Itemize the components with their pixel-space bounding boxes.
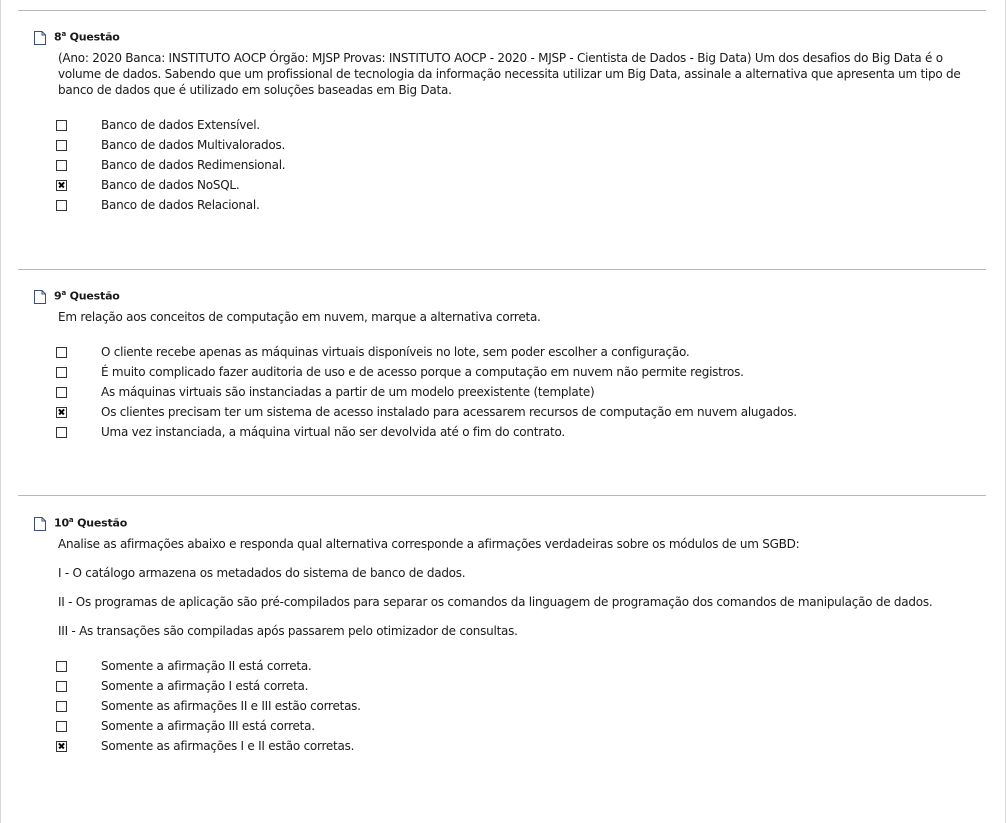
page-border-left [0,0,1,823]
question-header [34,288,964,304]
options-list [56,342,964,442]
question-title: 10$^a$ Questão [54,516,128,530]
option-item[interactable] [56,115,964,135]
option-item[interactable] [56,175,964,195]
option-label: Somente a afirmação II está correta. [101,659,312,673]
option-item[interactable] [56,155,964,175]
checkbox[interactable] [56,661,67,672]
checkbox[interactable] [56,160,67,171]
option-item[interactable] [56,362,964,382]
document-icon [34,289,46,303]
option-label: Banco de dados NoSQL. [101,178,240,192]
option-label: Banco de dados Multivalorados. [101,138,286,152]
option-item[interactable] [56,135,964,155]
options-list [56,656,964,756]
section-divider [18,495,986,496]
checkbox-checked[interactable] [56,180,67,191]
option-label: Somente a afirmação I está correta. [101,679,309,693]
option-label: Somente a afirmação III está correta. [101,719,315,733]
option-item[interactable] [56,342,964,362]
option-label: Banco de dados Redimensional. [101,158,286,172]
option-item[interactable] [56,422,964,442]
document-icon [34,516,46,530]
option-item[interactable] [56,382,964,402]
question-header [34,29,964,45]
option-item[interactable] [56,736,964,756]
question-title: 9$^a$ Questão [54,289,120,303]
option-item[interactable] [56,676,964,696]
checkbox[interactable] [56,200,67,211]
option-label: Os clientes precisam ter um sistema de acesso instalado para acessarem recursos de computação em nuvem alugados. [101,405,797,419]
checkbox[interactable] [56,120,67,131]
option-item[interactable] [56,402,964,422]
option-label: Banco de dados Relacional. [101,198,260,212]
section-divider [18,269,986,270]
question-header [34,515,964,531]
option-label: Uma vez instanciada, a máquina virtual não ser devolvida até o fim do contrato. [101,425,565,439]
question-statement: Analise as afirmações abaixo e responda qual alternativa corresponde a afirmações verdadeiras sobre os módulos de um SGBD: [58,537,800,551]
option-item[interactable] [56,696,964,716]
question-statement: (Ano: 2020 Banca: INSTITUTO AOCP Órgão: MJSP Provas: INSTITUTO AOCP - 2020 - MJSP - Cientista de Dados - Big Data) Um dos desafios do Big Data é o volume de dados. Sabendo que um profissional de tecnologia da informação necessita utilizar um Big Data, assinale a alternativa que apresenta um tipo de banco de dados que é utilizado em soluções baseadas em Big Data. [58,51,961,97]
checkbox[interactable] [56,721,67,732]
options-list [56,115,964,215]
option-item[interactable] [56,716,964,736]
option-label: É muito complicado fazer auditoria de uso e de acesso porque a computação em nuvem não permite registros. [101,365,744,379]
checkbox[interactable] [56,427,67,438]
option-item[interactable] [56,656,964,676]
statement-i: I - O catálogo armazena os metadados do sistema de banco de dados. [58,566,466,580]
question-block-9 [34,288,964,442]
document-icon [34,30,46,44]
checkbox[interactable] [56,681,67,692]
checkbox-checked[interactable] [56,407,67,418]
option-item[interactable] [56,195,964,215]
section-divider [18,10,986,11]
option-label: As máquinas virtuais são instanciadas a partir de um modelo preexistente (template) [101,385,595,399]
statement-ii: II - Os programas de aplicação são pré-compilados para separar os comandos da linguagem de programação dos comandos de manipulação de dados. [58,595,933,609]
question-block-8 [34,29,964,215]
question-title: 8$^a$ Questão [54,30,120,44]
question-block-10 [34,515,964,756]
question-statement: Em relação aos conceitos de computação em nuvem, marque a alternativa correta. [58,310,541,324]
checkbox[interactable] [56,140,67,151]
checkbox[interactable] [56,701,67,712]
checkbox-checked[interactable] [56,741,67,752]
checkbox[interactable] [56,387,67,398]
statement-iii: III - As transações são compiladas após passarem pelo otimizador de consultas. [58,624,518,638]
checkbox[interactable] [56,367,67,378]
option-label: Somente as afirmações I e II estão corretas. [101,739,355,753]
option-label: Banco de dados Extensível. [101,118,260,132]
checkbox[interactable] [56,347,67,358]
option-label: Somente as afirmações II e III estão corretas. [101,699,361,713]
option-label: O cliente recebe apenas as máquinas virtuais disponíveis no lote, sem poder escolher a configuração. [101,345,690,359]
